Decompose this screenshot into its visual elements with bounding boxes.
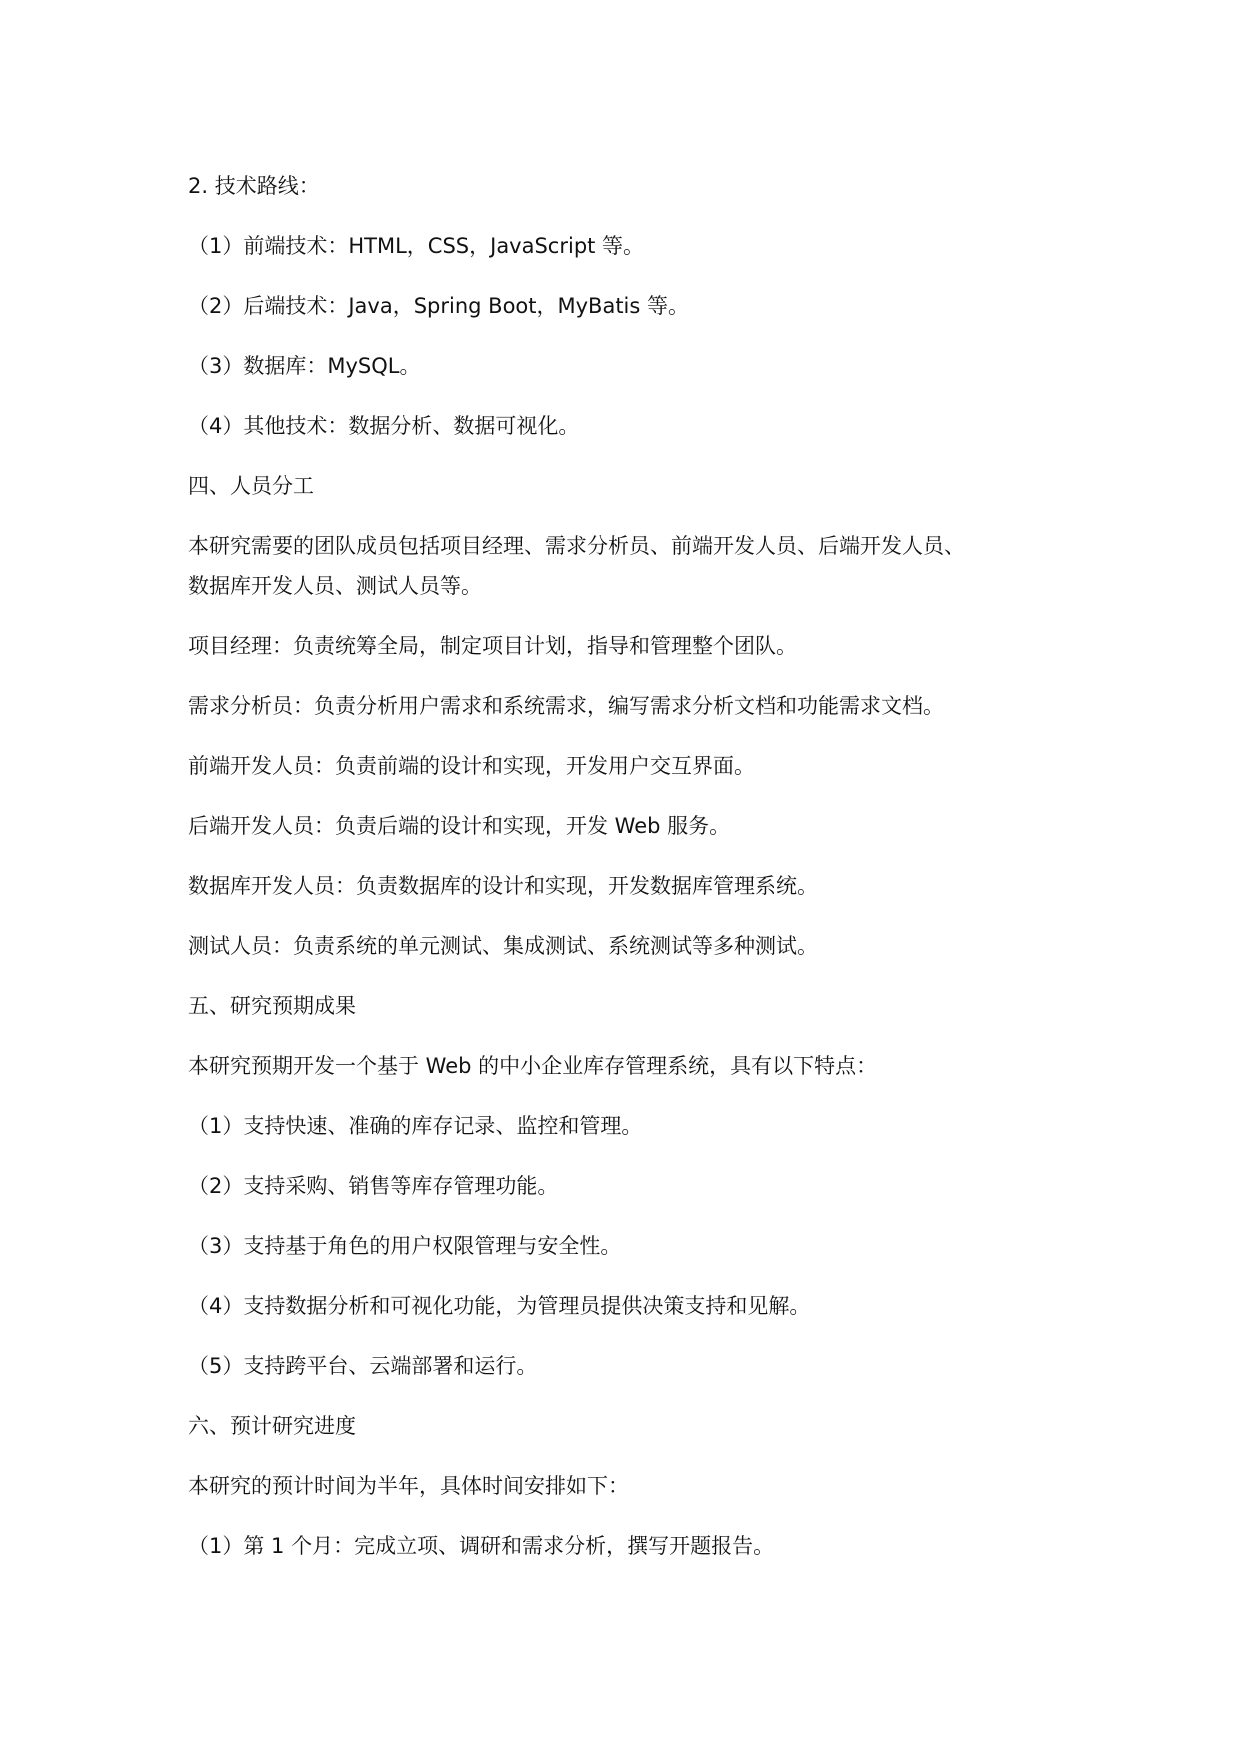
role-description: 数据库开发人员：负责数据库的设计和实现，开发数据库管理系统。 — [188, 874, 818, 898]
paragraph-line: 本研究需要的团队成员包括项目经理、需求分析员、前端开发人员、后端开发人员、 — [188, 534, 965, 558]
paragraph-line: 本研究的预计时间为半年，具体时间安排如下： — [188, 1474, 629, 1498]
section-heading-staffing: 四、人员分工 — [188, 474, 314, 498]
list-item: （2）后端技术：Java，Spring Boot，MyBatis 等。 — [188, 294, 690, 318]
list-item: （3）支持基于角色的用户权限管理与安全性。 — [188, 1234, 622, 1258]
section-heading-tech-route: 2. 技术路线： — [188, 174, 320, 198]
list-item: （1）前端技术：HTML，CSS，JavaScript 等。 — [188, 234, 645, 258]
role-description: 前端开发人员：负责前端的设计和实现，开发用户交互界面。 — [188, 754, 755, 778]
list-item: （1）支持快速、准确的库存记录、监控和管理。 — [188, 1114, 643, 1138]
list-item: （4）其他技术：数据分析、数据可视化。 — [188, 414, 580, 438]
role-description: 后端开发人员：负责后端的设计和实现，开发 Web 服务。 — [188, 814, 731, 838]
section-heading-expected-results: 五、研究预期成果 — [188, 994, 356, 1018]
list-item: （5）支持跨平台、云端部署和运行。 — [188, 1354, 538, 1378]
list-item: （2）支持采购、销售等库存管理功能。 — [188, 1174, 559, 1198]
role-description: 需求分析员：负责分析用户需求和系统需求，编写需求分析文档和功能需求文档。 — [188, 694, 944, 718]
paragraph-line: 本研究预期开发一个基于 Web 的中小企业库存管理系统，具有以下特点： — [188, 1054, 878, 1078]
paragraph-line: 数据库开发人员、测试人员等。 — [188, 574, 482, 598]
section-heading-schedule: 六、预计研究进度 — [188, 1414, 356, 1438]
role-description: 项目经理：负责统筹全局，制定项目计划，指导和管理整个团队。 — [188, 634, 797, 658]
list-item: （1）第 1 个月：完成立项、调研和需求分析，撰写开题报告。 — [188, 1534, 775, 1558]
role-description: 测试人员：负责系统的单元测试、集成测试、系统测试等多种测试。 — [188, 934, 818, 958]
list-item: （3）数据库：MySQL。 — [188, 354, 421, 378]
list-item: （4）支持数据分析和可视化功能，为管理员提供决策支持和见解。 — [188, 1294, 811, 1318]
document-body — [188, 156, 1068, 1576]
